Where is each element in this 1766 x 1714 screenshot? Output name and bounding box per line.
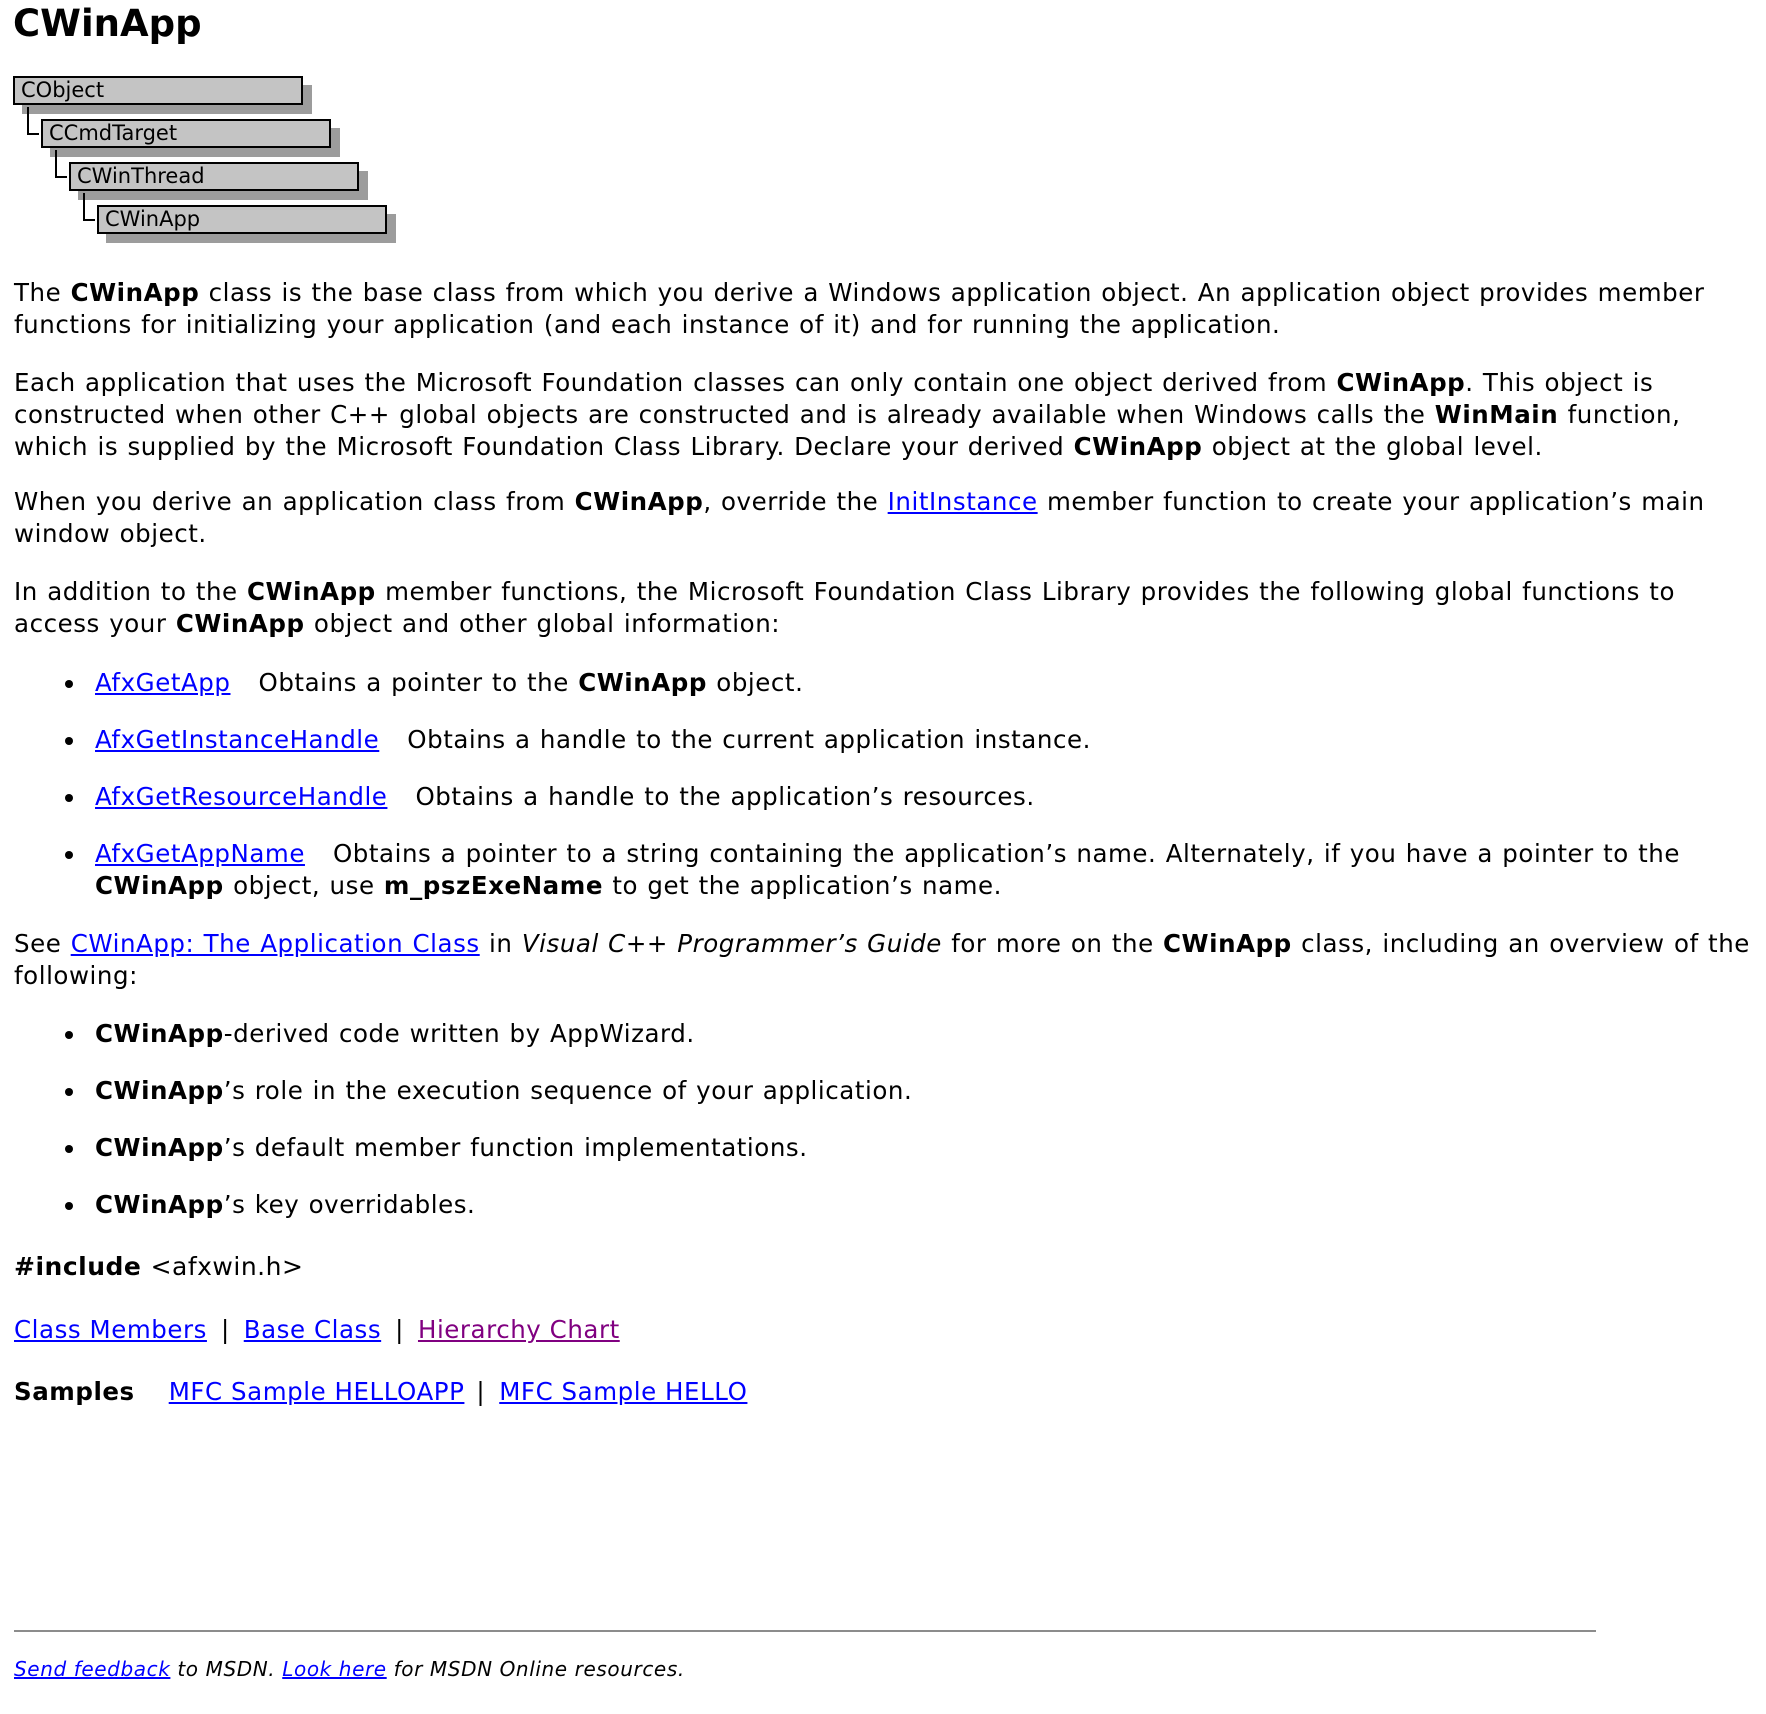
see-also-paragraph: See CWinApp: The Application Class in Visual C++ Programmer’s Guide for more on the CWinApp class, including an overview of the following:: [14, 929, 1750, 990]
sample-helloapp-link[interactable]: MFC Sample HELLOAPP: [168, 1377, 465, 1406]
base-class-link[interactable]: Base Class: [243, 1315, 382, 1344]
list-item: CWinApp’s default member function implementations.: [95, 1132, 1745, 1164]
afxgetresourcehandle-link[interactable]: AfxGetResourceHandle: [95, 782, 388, 811]
bullet-icon: [65, 794, 73, 802]
hierarchy-connector: [55, 150, 67, 178]
bullet-icon: [65, 737, 73, 745]
samples-row: Samples MFC Sample HELLOAPP | MFC Sample HELLO: [14, 1377, 748, 1406]
hierarchy-label: CWinApp: [97, 205, 387, 234]
bullet-icon: [65, 1202, 73, 1210]
description-paragraph: Each application that uses the Microsoft Foundation classes can only contain one object derived from CWinApp. This object is constructed when other C++ global objects are constructed and is already available when Windows calls the WinMain function, which is supplied by the Microsoft Foundation Class Library. Declare your derived CWinApp object at the global level.: [14, 368, 1681, 461]
initinstance-link[interactable]: InitInstance: [887, 487, 1038, 516]
related-links-row: Class Members | Base Class | Hierarchy Chart: [14, 1315, 620, 1344]
footer-divider: [14, 1630, 1596, 1632]
hierarchy-box-cwinthread: [69, 162, 359, 191]
hierarchy-box-ccmdtarget: [41, 119, 331, 148]
send-feedback-link[interactable]: Send feedback: [14, 1657, 171, 1681]
hierarchy-box-cobject: [13, 76, 303, 105]
samples-label: Samples: [14, 1377, 135, 1406]
hierarchy-label: CCmdTarget: [41, 119, 331, 148]
list-item: CWinApp’s role in the execution sequence of your application.: [95, 1075, 1745, 1107]
afxgetinstancehandle-link[interactable]: AfxGetInstanceHandle: [95, 725, 380, 754]
hierarchy-box-cwinapp: [97, 205, 387, 234]
bullet-icon: [65, 680, 73, 688]
hierarchy-label: CObject: [13, 76, 303, 105]
bullet-icon: [65, 1031, 73, 1039]
list-item: AfxGetAppName Obtains a pointer to a string containing the application’s name. Alternately, if you have a pointer to the CWinApp object, use m_pszExeName to get the application’s name.: [95, 838, 1745, 902]
hierarchy-connector: [83, 193, 95, 221]
intro-paragraph: The CWinApp class is the base class from which you derive a Windows application object. An application object provides member functions for initializing your application (and each instance of it) and for running the application.: [14, 278, 1705, 339]
override-paragraph: When you derive an application class from CWinApp, override the InitInstance member function to create your application’s main window object.: [14, 487, 1705, 548]
list-item: AfxGetApp Obtains a pointer to the CWinApp object.: [95, 667, 1745, 699]
sample-hello-link[interactable]: MFC Sample HELLO: [499, 1377, 748, 1406]
afxgetappname-link[interactable]: AfxGetAppName: [95, 839, 305, 868]
look-here-link[interactable]: Look here: [282, 1657, 387, 1681]
global-functions-intro: In addition to the CWinApp member functions, the Microsoft Foundation Class Library provides the following global functions to access your CWinApp object and other global information:: [14, 577, 1675, 638]
hierarchy-connector: [27, 107, 39, 135]
bullet-icon: [65, 1088, 73, 1096]
footer: Send feedback to MSDN. Look here for MSDN Online resources.: [14, 1657, 685, 1681]
list-item: CWinApp-derived code written by AppWizard.: [95, 1018, 1745, 1050]
bullet-icon: [65, 1145, 73, 1153]
afxgetapp-link[interactable]: AfxGetApp: [95, 668, 231, 697]
hierarchy-chart-link[interactable]: Hierarchy Chart: [417, 1315, 620, 1344]
include-directive: #include <afxwin.h>: [14, 1252, 304, 1281]
list-item: AfxGetResourceHandle Obtains a handle to the application’s resources.: [95, 781, 1745, 813]
list-item: AfxGetInstanceHandle Obtains a handle to the current application instance.: [95, 724, 1745, 756]
list-item: CWinApp’s key overridables.: [95, 1189, 1745, 1221]
bullet-icon: [65, 851, 73, 859]
application-class-link[interactable]: CWinApp: The Application Class: [70, 929, 480, 958]
class-members-link[interactable]: Class Members: [14, 1315, 207, 1344]
hierarchy-label: CWinThread: [69, 162, 359, 191]
class-hierarchy-diagram: [0, 0, 420, 280]
page-title: CWinApp: [13, 2, 202, 45]
